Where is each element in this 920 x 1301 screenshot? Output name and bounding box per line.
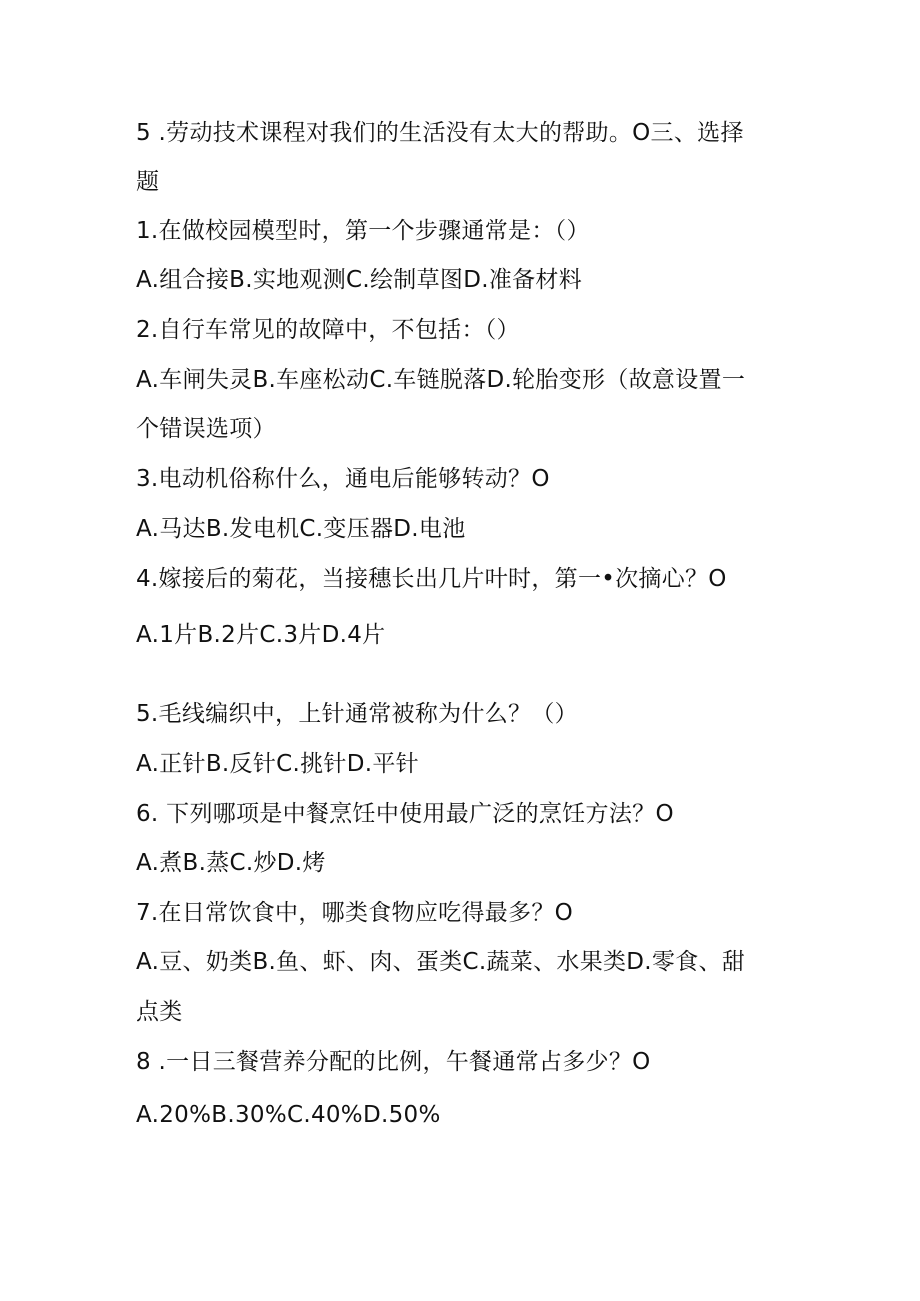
text-line: 2.自行车常见的故障中，不包括：（）: [136, 317, 520, 343]
text-line: A.20%B.30%C.40%D.50%: [136, 1102, 441, 1128]
text-line: A.正针B.反针C.挑针D.平针: [136, 751, 419, 777]
text-line: 5 .劳动技术课程对我们的生活没有太大的帮助。O三、选择: [136, 120, 744, 146]
text-line: 5.毛线编织中，上针通常被称为什么？（）: [136, 701, 578, 727]
text-line: A.豆、奶类B.鱼、虾、肉、蛋类C.蔬菜、水果类D.零食、甜: [136, 949, 746, 975]
text-line: 4.嫁接后的菊花，当接穗长出几片叶时，第一•次摘心？O: [136, 566, 727, 592]
text-line: A.马达B.发电机C.变压器D.电池: [136, 516, 466, 542]
text-line: 8 .一日三餐营养分配的比例，午餐通常占多少？O: [136, 1049, 651, 1075]
text-line: 3.电动机俗称什么，通电后能够转动？O: [136, 466, 550, 492]
text-line: 6. 下列哪项是中餐烹饪中使用最广泛的烹饪方法？O: [136, 801, 674, 827]
text-line: 1.在做校园模型时，第一个步骤通常是：（）: [136, 218, 590, 244]
text-line: A.1片B.2片C.3片D.4片: [136, 622, 386, 648]
text-line: 题: [136, 169, 160, 195]
text-line: A.车闸失灵B.车座松动C.车链脱落D.轮胎变形（故意设置一: [136, 367, 746, 393]
text-line: 点类: [136, 999, 183, 1025]
text-line: A.组合接B.实地观测C.绘制草图D.准备材料: [136, 267, 583, 293]
text-line: 7.在日常饮食中，哪类食物应吃得最多？O: [136, 900, 574, 926]
text-line: 个错误选项）: [136, 416, 276, 442]
text-line: A.煮B.蒸C.炒D.烤: [136, 850, 326, 876]
